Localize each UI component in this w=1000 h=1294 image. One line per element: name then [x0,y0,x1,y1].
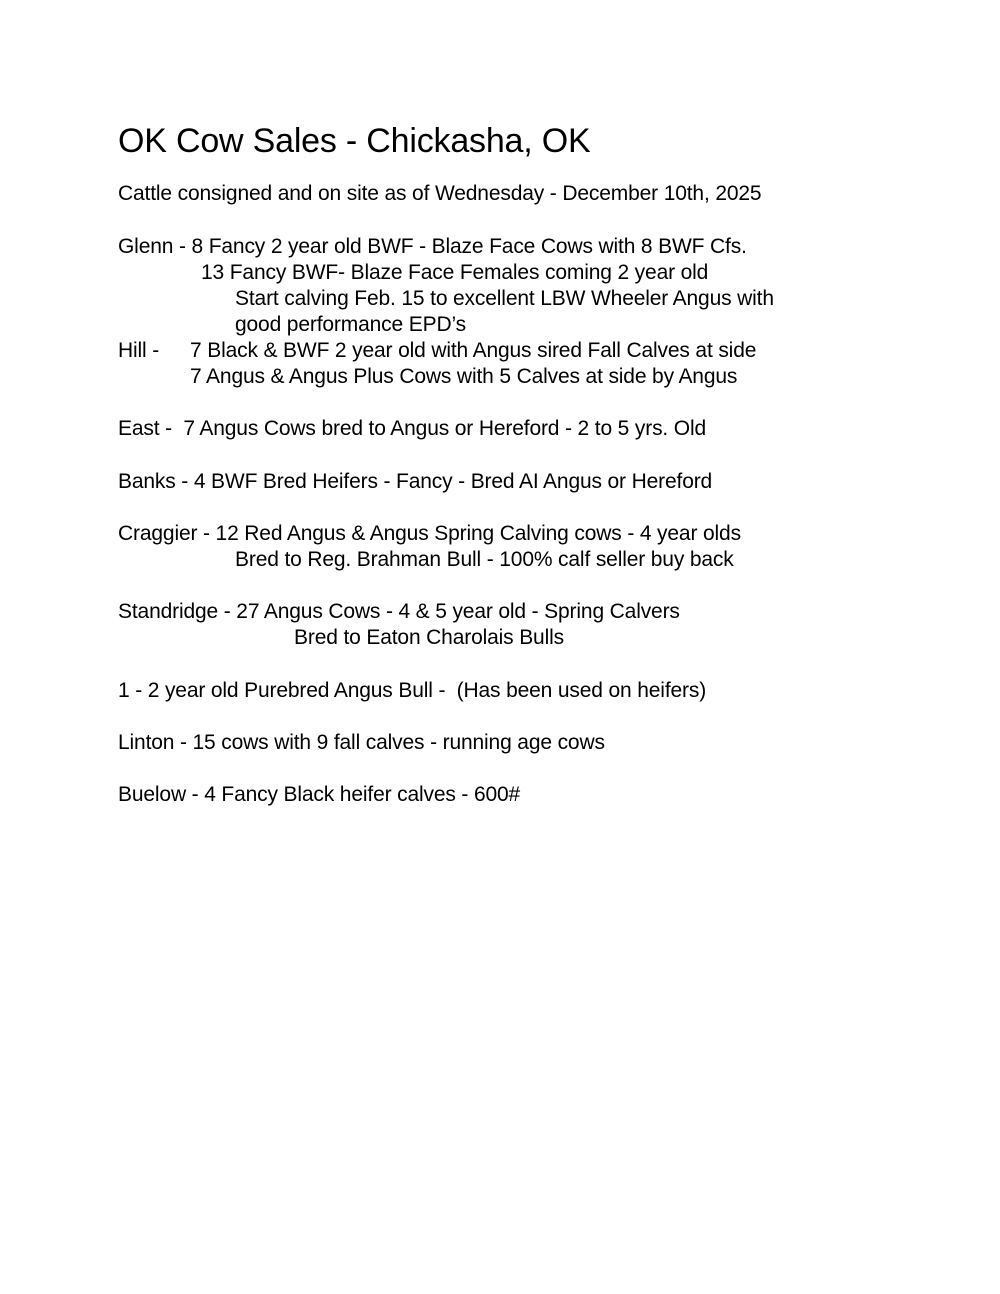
consignment-line: Buelow - 4 Fancy Black heifer calves - 600# [118,783,521,806]
consignment-line: Start calving Feb. 15 to excellent LBW Wheeler Angus with [235,287,774,310]
consignment-line: Craggier - 12 Red Angus & Angus Spring Calving cows - 4 year olds [118,522,741,545]
consignment-line: 7 Angus & Angus Plus Cows with 5 Calves at side by Angus [190,365,738,388]
consignor-label: Hill - [118,339,160,362]
consignment-line: Standridge - 27 Angus Cows - 4 & 5 year old - Spring Calvers [118,600,680,623]
consignment-line: East - 7 Angus Cows bred to Angus or Hereford - 2 to 5 yrs. Old [118,417,707,440]
subtitle-date-line: Cattle consigned and on site as of Wednesday - December 10th, 2025 [118,182,762,205]
consignment-line: good performance EPD’s [235,313,466,336]
consignment-line: Bred to Eaton Charolais Bulls [294,626,564,649]
consignment-line: 1 - 2 year old Purebred Angus Bull - (Has been used on heifers) [118,679,707,702]
page-title: OK Cow Sales - Chickasha, OK [118,122,591,160]
consignment-line: Glenn - 8 Fancy 2 year old BWF - Blaze Face Cows with 8 BWF Cfs. [118,235,747,258]
consignment-line: Banks - 4 BWF Bred Heifers - Fancy - Bred AI Angus or Hereford [118,470,713,493]
consignment-line: 7 Black & BWF 2 year old with Angus sired Fall Calves at side [190,339,757,362]
consignment-line: Linton - 15 cows with 9 fall calves - running age cows [118,731,605,754]
consignment-line: 13 Fancy BWF- Blaze Face Females coming 2 year old [201,261,709,284]
consignment-line: Bred to Reg. Brahman Bull - 100% calf seller buy back [235,548,734,571]
